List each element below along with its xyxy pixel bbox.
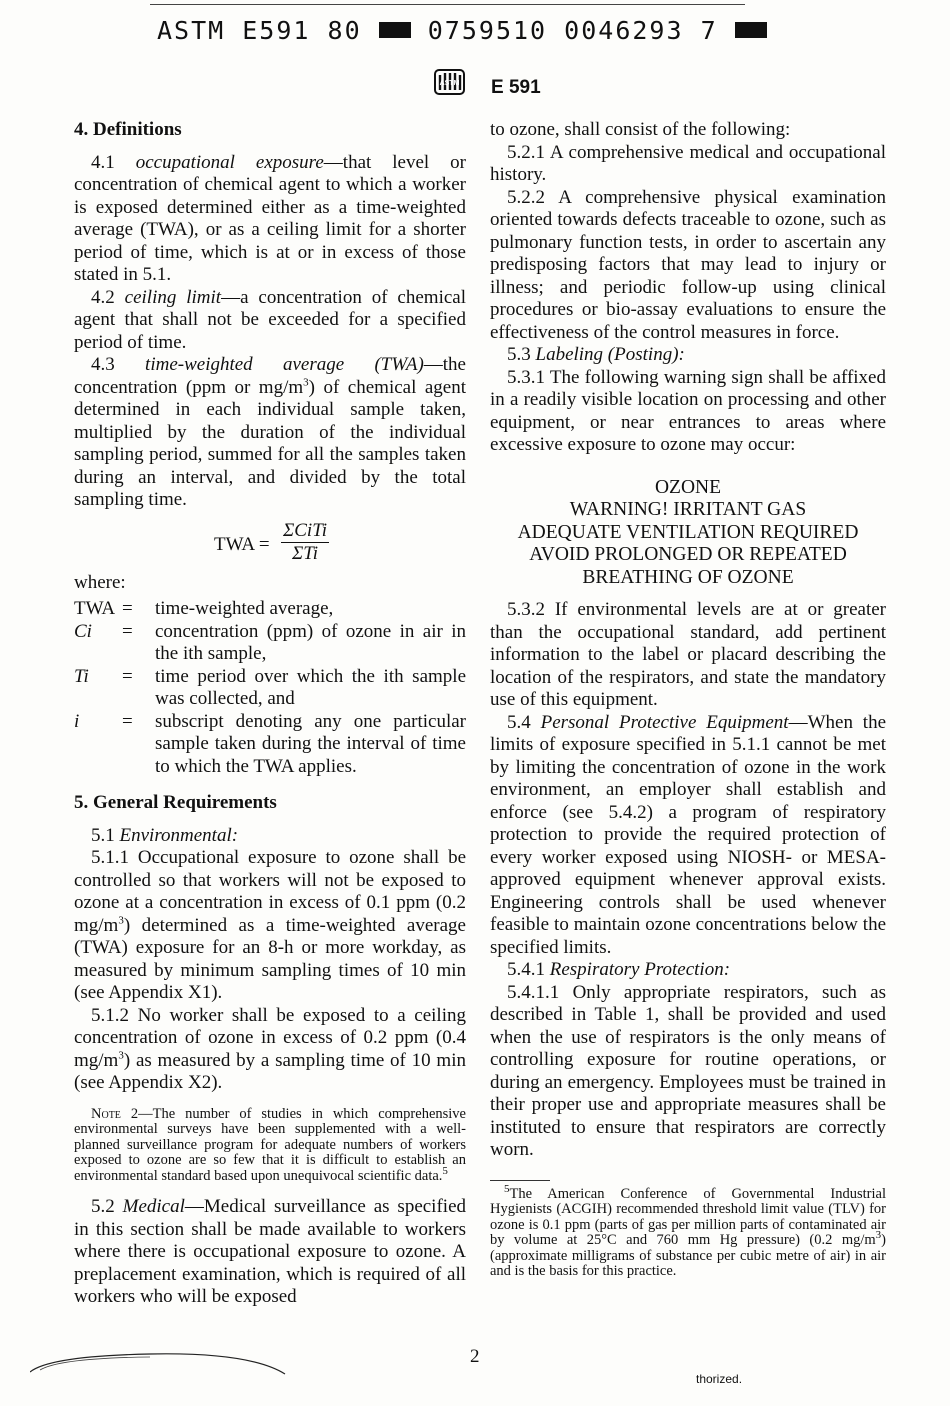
variable-row — [74, 598, 466, 621]
variable-equals: = — [122, 710, 133, 732]
sign-line: ADEQUATE VENTILATION REQUIRED — [517, 521, 859, 543]
sign-line: OZONE — [654, 476, 722, 498]
paragraph-5-3: 5.3 Labeling (Posting): — [507, 344, 685, 365]
paragraph-5-2-2: 5.2.2 A comprehensive physical examination oriented towards defects traceable to ozone, such as pulmonary function tests, in order to ascertain any predisposing factors that may lead to injury or illness; and periodic follow-up using clinical procedures or bio-assay evaluations to ensure the effectiveness of the control measures in force. — [490, 186, 886, 343]
variable-symbol: TWA — [74, 598, 116, 619]
standard-number: E 591 — [491, 77, 541, 98]
variable-row — [74, 621, 466, 666]
section-5-heading: 5. General Requirements — [74, 792, 277, 813]
formula-lhs: TWA = — [214, 533, 270, 555]
sign-line: WARNING! IRRITANT GAS — [569, 499, 807, 520]
variable-definition: time period over which the ith sample was collected, and — [155, 665, 466, 709]
sign-line: BREATHING OF OZONE — [582, 566, 794, 588]
paragraph-5-4-1: 5.4.1 Respiratory Protection: — [507, 959, 731, 980]
section-4-heading: 4. Definitions — [74, 119, 182, 140]
variable-equals: = — [122, 665, 133, 687]
variable-definition: time-weighted average, — [155, 598, 334, 619]
formula-denominator: ΣTi — [291, 543, 319, 564]
paragraph-5-3-1: 5.3.1 The following warning sign shall be affixed in a readily visible location on processing and other equipment, or near entrances to areas where excessive exposure to ozone may occur: — [490, 366, 886, 455]
variable-symbol: Ti — [74, 665, 89, 687]
twa-formula — [74, 520, 466, 572]
paragraph-4-1: 4.1 occupational exposure—that level or concentration of chemical agent to which a worker is exposed determined either as a time-weighted average (TWA), or as a ceiling limit for a shorter period of time, which is at or in excess of those stated in 5.1. — [74, 151, 466, 285]
scan-artifact-curve — [30, 1350, 290, 1380]
footnote-5: $^5$The American Conference of Governmental Industrial Hygienists (ACGIH) recommended threshold limit value (TLV) for ozone is 0.1 ppm (parts of gas per million parts of contaminated air by volume at 25°C and 760 mm Hg pressure) (0.2 $mg/m^3$) (approximate milligrams of substance per cubic metre of air) in air and is the basis for this practice. — [490, 1182, 886, 1280]
right-column — [490, 119, 886, 1280]
top-rule — [150, 4, 745, 5]
paragraph-5-2-continued: to ozone, shall consist of the following: — [490, 119, 791, 140]
variable-symbol: Ci — [74, 620, 92, 642]
variable-equals: = — [122, 620, 133, 642]
document-code: ASTM E591 80 0759510 0046293 7 — [157, 16, 767, 45]
astm-logo — [433, 65, 466, 98]
paragraph-5-3-2: 5.3.2 If environmental levels are at or greater than the occupational standard, add pertinent information to the label or placard describing the location of the respirators, and state the mandatory use of this equipment. — [490, 599, 886, 710]
variable-equals: = — [122, 598, 133, 619]
paragraph-5-4: 5.4 Personal Protective Equipment—When the limits of exposure specified in 5.1.1 cannot be met by limiting the concentration of ozone in the work environment, an employer shall establish and enforce (see 5.4.2) a program of respiratory protection to provide the required protection of every worker exposed using NIOSH- or MESA-approved equipment whenever approval exists. Engineering controls shall be used whenever feasible to maintain ozone concentrations below the specified limits. — [490, 711, 886, 958]
formula-fraction — [279, 520, 331, 566]
formula-numerator: ΣCiTi — [282, 519, 328, 541]
redaction-block — [379, 22, 411, 38]
paragraph-4-2: 4.2 ceiling limit—a concentration of chemical agent that shall not be exceeded for a specified period of time. — [74, 286, 467, 353]
ozone-warning-sign — [490, 477, 886, 590]
footnote-rule — [490, 1180, 550, 1181]
note-2: Note 2—The number of studies in which comprehensive environmental surveys have been supplemented with a well-planned surveillance program for adequate numbers of workers exposed to ozone are so few that it is difficult to establish an environmental standard based upon unequivocal scientific data.$^5$ — [74, 1105, 466, 1184]
paragraph-5-1-1: 5.1.1 Occupational exposure to ozone shall be controlled so that workers will not be exposed to ozone at a concentration in excess of 0.1 ppm (0.2 $mg/m^3$) determined as a time-weighted average (TWA) exposure for an 8-h or more workday, as measured by minimum sampling times of 10 min (see Appendix X1). — [74, 847, 466, 1003]
paragraph-5-2-1: 5.2.1 A comprehensive medical and occupational history. — [490, 141, 886, 185]
left-column — [74, 119, 466, 1309]
svg-text:ASTM: ASTM — [439, 80, 460, 87]
paragraph-4-3: 4.3 time-weighted average (TWA)—the concentration (ppm or $mg/m^3$) of chemical agent determined in each individual sample taken, multiplied by the duration of the individual sampling period, summed for all the samples taken during an interval, and divided by the total sampling time. — [74, 354, 467, 510]
paragraph-5-4-1-1: 5.4.1.1 Only appropriate respirators, such as described in Table 1, shall be provided and used when the use of respirators is the only means of controlling exposure for routine operations, or during an emergency. Employees must be trained in their proper use and appropriate measures shall be instituted to ensure that respirators are correctly worn. — [490, 981, 886, 1160]
variable-definition: concentration (ppm) of ozone in air in the ith sample, — [155, 620, 466, 664]
paragraph-5-2: 5.2 Medical—Medical surveillance as specified in this section shall be made available to workers where there is occupational exposure to ozone. A preplacement examination, which is required of all workers who will be exposed — [74, 1196, 467, 1308]
where-label: where: — [74, 571, 126, 593]
variable-row — [74, 666, 466, 711]
variable-symbol: i — [74, 710, 80, 732]
redaction-block — [735, 22, 767, 38]
variable-row — [74, 711, 466, 779]
variable-definitions — [74, 598, 466, 778]
stamp-text: thorized. — [696, 1372, 743, 1386]
page-number: 2 — [470, 1346, 480, 1367]
variable-definition: subscript denoting any one particular sample taken during the interval of time to which the TWA applies. — [155, 710, 466, 777]
paragraph-5-1: 5.1 Environmental: — [91, 824, 239, 846]
sign-line: AVOID PROLONGED OR REPEATED — [529, 544, 847, 565]
paragraph-5-1-2: 5.1.2 No worker shall be exposed to a ceiling concentration of ozone in excess of 0.2 ppm (0.4 $mg/m^3$) as measured by a sampling time of 10 min (see Appendix X2). — [74, 1004, 466, 1093]
